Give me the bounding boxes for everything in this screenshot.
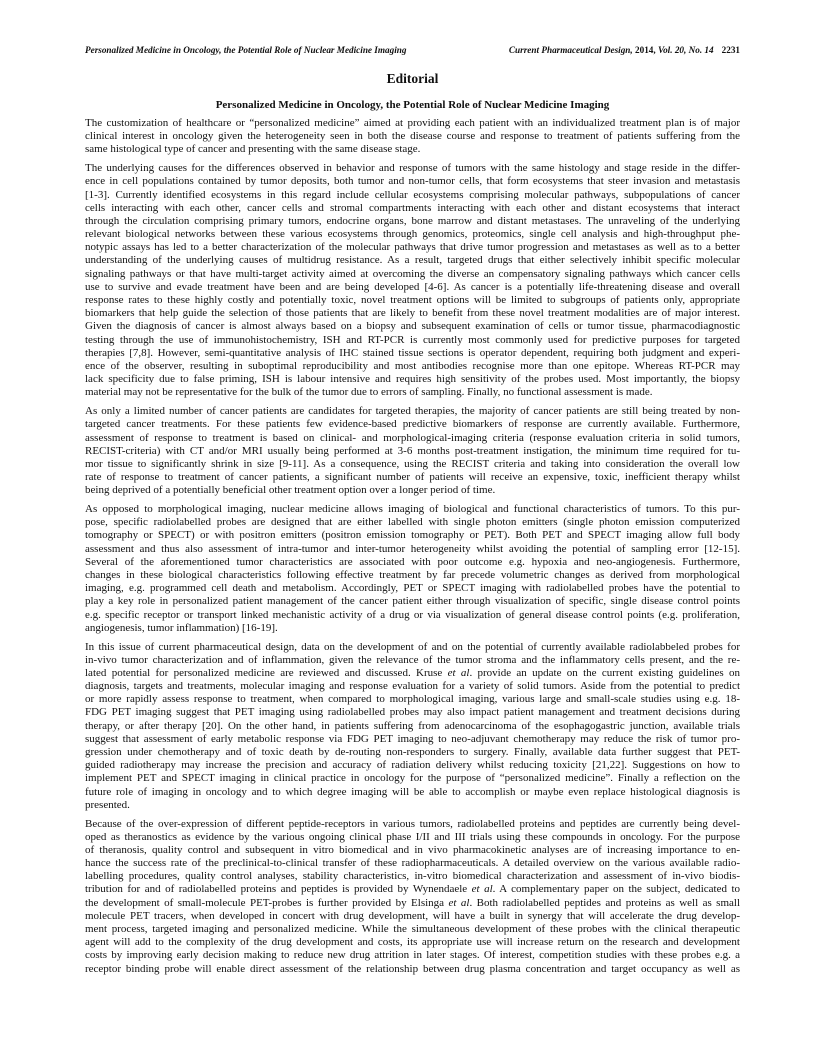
publication-year: 2014, [632, 45, 658, 55]
text-line: diagnosis, targets and treatments, molecular imaging and response evaluation for a variety of solid tumors. Aside from the potential to predict [85, 680, 740, 693]
article-title: Personalized Medicine in Oncology, the Potential Role of Nuclear Medicine Imaging [215, 99, 610, 111]
paragraph [85, 162, 740, 399]
text-line: labelling procedures, quality control analyses, stability characteristics, in-vitro biomedical characterization and assessment of in-vivo biodis- [85, 870, 740, 883]
text-segment: tribution for and of radiolabelled proteins and peptides is provided by Wynendaele [85, 883, 472, 896]
text-line [85, 667, 740, 680]
text-line: clinical interest in oncology given the heterogeneity seen in both the disease course and response to treatment of patients suffering from the [85, 130, 740, 143]
text-line: therapy, or after therapy [20]. On the other hand, in patients suffering from adenocarcinoma of the esophagogastric junction, available trials [85, 719, 740, 732]
text-line: imaging, e.g. programmed cell death and metabolism. Accordingly, PET or SPECT imaging with radiolabelled probes have the potential to [85, 582, 740, 595]
text-line: future role of imaging in oncology and to which degree imaging will be able to accomplish or maybe even replace histological diagnosis is [85, 785, 740, 798]
volume-issue: Vol. 20, No. 14 [657, 45, 714, 55]
text-line: or more rapidly assess response to treatment, when compared to morphological imaging, various large and small-scale studies using e.g. 18- [85, 693, 740, 706]
text-line: e.g. specific receptor or transport linked mechanistic activity of a drug or via visualization of general disease control points (e.g. proliferation, [85, 608, 740, 621]
text-segment: . provide an update on the current existing guidelines on [469, 666, 741, 679]
paragraph [85, 818, 740, 976]
text-line: therapies [7,8]. However, semi-quantitative analysis of IHC stained tissue sections is operator dependent, requiring both judgment and experi- [85, 346, 740, 359]
text-line: of theranosis, quality control and subsequent in vitro biomedical and in vivo pharmacokinetic analyses are of increasing importance to en- [85, 843, 740, 856]
text-line: in-vivo tumor characterization and of inflammation, given the relevance of the tumor stroma and the inflammatory cells present, and the re- [85, 653, 740, 666]
page-number: 2231 [721, 45, 740, 55]
text-line: oped as theranostics as evidence by the various ongoing clinical phase I/II and III trials using these compounds in oncology. For the purpose [85, 830, 740, 843]
text-line: being deprived of a potentially beneficial other treatment option over a longer period of time. [85, 484, 496, 497]
text-line: notypic assays has led to a better characterization of the molecular pathways that drive tumor progression and metastases as well as to a better [85, 241, 740, 254]
paragraph [85, 503, 740, 635]
text-line: implement PET and SPECT imaging in clinical practice in oncology for the purpose of “personalized medicine”. Finally a reflection on the [85, 772, 740, 785]
text-line: mor tissue to significantly shrink in size [9-11]. As a consequence, using the RECIST criteria and taking into consideration the overall low [85, 457, 740, 470]
text-line: In this issue of current pharmaceutical design, data on the development of and on the potential of currently available radiolabbeled probes for [85, 640, 740, 653]
running-head-title: Personalized Medicine in Oncology, the Potential Role of Nuclear Medicine Imaging [85, 45, 407, 55]
text-line [85, 883, 740, 896]
text-line: The customization of healthcare or “personalized medicine” aimed at providing each patient with an individualized treatment plan is of major [85, 117, 740, 129]
text-line: agent will add to the complexity of the drug development and costs, its appropriate use will increase return on the research and development [85, 936, 740, 949]
text-segment: lated potential for personalized medicine are reviewed and discussed. Kruse [85, 666, 448, 679]
text-line: Because of the over-expression of different peptide-receptors in various tumors, radiolabelled proteins and peptides are currently being devel- [85, 817, 740, 830]
running-head-journal-info [509, 45, 740, 55]
section-label: Editorial [386, 71, 439, 86]
text-line: hance the success rate of the preclinical-to-clinical transfer of these radiopharmaceuticals. A detailed overview on the various available radio- [85, 857, 740, 870]
text-line: angiogenesis, tumor inflammation) [16-19]. [85, 621, 278, 634]
text-line: gression under chemotherapy and of toxic death by de-routing non-responders to surgery. Finally, available data further suggest that PET- [85, 746, 740, 758]
text-line: response rates to these highly costly and potentially toxic, novel treatment options will be limited to subgroups of patients only, appropriate [85, 294, 740, 307]
text-line: rate of response to treatment of cancer patients, a significant number of patients will receive an expensive, toxic, inefficient therapy whilst [85, 471, 740, 484]
text-line: receptor binding probe will enable direct assessment of the relationship between drug plasma concentration and target occupancy as well as [85, 962, 740, 975]
text-line: changes in these biological characteristics following effective treatment by far precede volumetric changes as derived from morphological [85, 568, 740, 581]
text-line: suggest that assessment of early metabolic response via FDG PET imaging to neo-adjuvant chemotherapy may reduce the risk of tumor pro- [85, 732, 740, 745]
text-segment: . Both radiolabelled peptides and proteins as well as small [469, 896, 741, 909]
article-body [85, 117, 740, 981]
text-line: through the circulation comprising primary tumors, endocrine organs, bone marrow and distant metastases. The unraveling of the underlying [85, 214, 740, 227]
text-line: tomography or SPECT) or with positron emitters (positron emission tomography or PET). Both PET and SPECT imaging allow full body [85, 529, 740, 542]
text-line: guided radiotherapy may increase the precision and accuracy of radiation delivery whilst reducing toxicity [21,22]. Suggestions on how to [85, 759, 740, 772]
text-line: pose, specific radiolabelled probes are designed that are either labelled with single photon emitters (single photon emission computerized [85, 516, 740, 529]
text-segment: the development of small-molecule PET-probes is further provided by Elsinga [85, 896, 449, 909]
text-line: Given the diagnosis of cancer is almost always based on a biopsy and subsequent examination of cells or tumor tissue, pharmacodiagnostic [85, 320, 740, 333]
paragraph [85, 117, 740, 157]
text-line: lack specificity due to false priming, ISH is labour intensive and requires high sensitivity of the probes used. Most importantly, the biopsy [85, 373, 740, 386]
text-line: costs by improving early decision making to reduce new drug attrition in later stages. Of interest, competition studies with these probes e.g. a [85, 949, 740, 962]
text-line: FDG PET imaging suggest that PET imaging using radiolabelled probes may also impact patient management and treatment decisions during [85, 706, 740, 719]
text-line: assessment and thus also assessment of intra-tumor and inter-tumor heterogeneity whilst avoiding the potential of sampling error [12-15]. [85, 542, 740, 555]
text-line: targeted cancer treatments. For these patients few evidence-based predictive biomarkers of response are currently available. Furthermore, [85, 418, 740, 431]
text-line: ence in cell populations contained by tumor deposits, both tumor and non-tumor cells, that form ecosystems that steer invasion and metastasis [85, 175, 740, 188]
text-line: As opposed to morphological imaging, nuclear medicine allows imaging of biological and functional characteristics of tumors. To this pur- [85, 503, 740, 516]
text-line: RECIST-criteria) with CT and/or MRI usually being performed at 3-6 months post-treatment instigation, the minimum time required for tu- [85, 444, 740, 457]
text-line: understanding of the underlying causes of multidrug resistance. As a result, targeted drugs that either selectively inhibit specific molecular [85, 254, 740, 267]
text-line: same histological type of cancer and presenting with the same disease stage. [85, 143, 421, 156]
text-line: ence of the observer, resulting in suboptimal reproducibility and most antibodies recognise more than one epitope. Whereas RT-PCR may [85, 359, 740, 372]
text-line: material may not be representative for the bulk of the tumor due to errors of sampling. Finally, no functional assessment is made. [85, 386, 653, 399]
text-line: [1-3]. Currently identified ecosystems in this regard include cellular ecosystems comprising molecular pathways, subpopulations of cancer [85, 188, 740, 201]
text-line: Several of the aforementioned tumor characteristics are associated with poor outcome e.g. hypoxia and neo-angiogenesis. Furthermore, [85, 555, 740, 568]
text-line: testing through the use of immunohistochemistry, ISH and RT-PCR is currently most commonly used for predictive purposes for targeted [85, 333, 740, 346]
text-line [85, 897, 740, 910]
text-line: assessment of response to treatment is based on clinical- and morphological-imaging criteria (response evaluation criteria in solid tumors, [85, 431, 740, 444]
text-line: signaling pathways or that have multi-target activity aimed at overcoming the diverse an compensatory signaling pathways which cancer cells [85, 267, 740, 280]
italic-text-segment: et al [447, 666, 470, 679]
text-line: molecule PET tracers, when developed in concert with drug development, will have a built in synergy that will accelerate the drug develop- [85, 909, 740, 922]
text-line: biomarkers that help guide the selection of those patients that are likely to benefit from these novel treatment modalities are of major interest. [85, 307, 740, 320]
text-line: cells interacting with each other, cancer cells and stromal compartments interacting with each other and distant ecosystems that interact [85, 201, 740, 214]
running-head [85, 45, 740, 59]
text-line: relevant biological networks between these various ecosystems through genomics, proteomics, single cell analysis and high-throughput phe- [85, 228, 740, 241]
text-line: The underlying causes for the differences observed in behavior and response of tumors with the same histology and stage reside in the differ- [85, 162, 740, 175]
text-segment: . A complementary paper on the subject, dedicated to [492, 883, 741, 896]
text-line: As only a limited number of cancer patients are candidates for targeted therapies, the majority of cancer patients are still being treated by non- [85, 405, 740, 418]
journal-name: Current Pharmaceutical Design, [508, 45, 633, 55]
paragraph [85, 641, 740, 812]
italic-text-segment: et al [448, 896, 470, 909]
text-line: presented. [85, 798, 130, 811]
paragraph [85, 405, 740, 497]
text-line: ment process, targeted imaging and personalized medicine. While the simultaneous development of these probes with the clinical therapeutic [85, 923, 740, 936]
text-line: use to survive and evade treatment have been and are being developed [4-6]. As cancer is a potentially life-threatening disease and overall [85, 280, 740, 293]
italic-text-segment: et al [471, 883, 493, 896]
text-line: play a key role in personalized patient management of the cancer patient either through visualization of specific, single disease control points [85, 595, 740, 608]
